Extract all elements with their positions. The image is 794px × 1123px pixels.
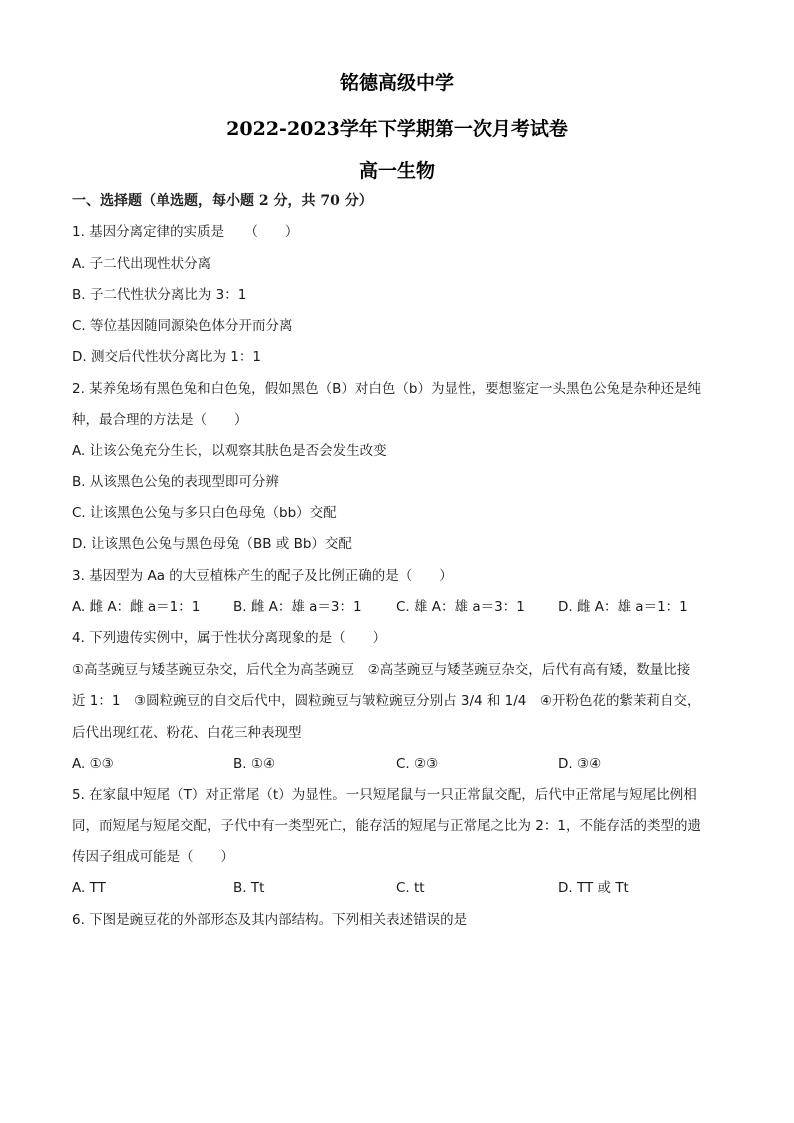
question-5-option-c: C. tt bbox=[396, 880, 425, 896]
question-4-option-b: B. ①④ bbox=[233, 756, 276, 772]
question-2-option-c: C. 让该黑色公兔与多只白色母兔（bb）交配 bbox=[72, 505, 337, 521]
question-2-stem-line-1: 2. 某养兔场有黑色兔和白色兔，假如黑色（B）对白色（b）为显性，要想鉴定一头黑色公兔是杂种还是纯 bbox=[72, 381, 702, 397]
question-4-option-c: C. ②③ bbox=[396, 756, 439, 772]
question-4-body-line-3: 后代出现红花、粉花、白花三种表现型 bbox=[72, 725, 302, 741]
question-1-option-b: B. 子二代性状分离比为 3：1 bbox=[72, 287, 247, 303]
question-4-body-line-1: ①高茎豌豆与矮茎豌豆杂交，后代全为高茎豌豆 ②高茎豌豆与矮茎豌豆杂交，后代有高有矮，数量比接 bbox=[72, 662, 691, 678]
question-5-option-a: A. TT bbox=[72, 880, 106, 896]
section-heading: 一、选择题（单选题，每小题 2 分，共 70 分） bbox=[72, 193, 373, 209]
question-2-option-a: A. 让该公兔充分生长，以观察其肤色是否会发生改变 bbox=[72, 443, 387, 459]
question-6-stem: 6. 下图是豌豆花的外部形态及其内部结构。下列相关表述错误的是 bbox=[72, 912, 468, 928]
question-3-option-c: C. 雄 A：雄 a＝3：1 bbox=[396, 599, 525, 615]
question-2-option-d: D. 让该黑色公兔与黑色母兔（BB 或 Bb）交配 bbox=[72, 536, 352, 552]
exam-title: 2022-2023学年下学期第一次月考试卷 bbox=[226, 118, 568, 140]
question-4-stem: 4. 下列遗传实例中，属于性状分离现象的是（ ） bbox=[72, 630, 387, 646]
question-4-option-a: A. ①③ bbox=[72, 756, 114, 772]
question-2-stem-line-2: 种，最合理的方法是（ ） bbox=[72, 412, 248, 428]
question-3-stem: 3. 基因型为 Aa 的大豆植株产生的配子及比例正确的是（ ） bbox=[72, 568, 453, 584]
school-name: 铭德高级中学 bbox=[339, 72, 454, 94]
question-5-stem-line-2: 同，而短尾与短尾交配，子代中有一类型死亡，能存活的短尾与正常尾之比为 2：1，不能存活的类型的遗 bbox=[72, 818, 701, 834]
question-2-option-b: B. 从该黑色公兔的表现型即可分辨 bbox=[72, 474, 279, 490]
question-3-option-a: A. 雌 A：雌 a＝1：1 bbox=[72, 599, 201, 615]
question-1-option-c: C. 等位基因随同源染色体分开而分离 bbox=[72, 318, 293, 334]
question-1-option-d: D. 测交后代性状分离比为 1：1 bbox=[72, 349, 261, 365]
question-3-option-b: B. 雌 A：雄 a＝3：1 bbox=[233, 599, 362, 615]
question-4-body-line-2: 近 1：1 ③圆粒豌豆的自交后代中，圆粒豌豆与皱粒豌豆分别占 3/4 和 1/4 ④开粉色花的紫茉莉自交， bbox=[72, 693, 701, 709]
question-3-option-d: D. 雌 A：雄 a＝1：1 bbox=[558, 599, 688, 615]
subject-title: 高一生物 bbox=[358, 160, 435, 182]
question-5-stem-line-3: 传因子组成可能是（ ） bbox=[72, 849, 234, 865]
question-1-option-a: A. 子二代出现性状分离 bbox=[72, 256, 212, 272]
question-5-option-d: D. TT 或 Tt bbox=[558, 880, 629, 896]
question-5-stem-line-1: 5. 在家鼠中短尾（T）对正常尾（t）为显性。一只短尾鼠与一只正常鼠交配，后代中正常尾与短尾比例相 bbox=[72, 787, 697, 803]
question-1-stem: 1. 基因分离定律的实质是 （ ） bbox=[72, 224, 299, 240]
question-5-option-b: B. Tt bbox=[233, 880, 265, 896]
question-4-option-d: D. ③④ bbox=[558, 756, 602, 772]
